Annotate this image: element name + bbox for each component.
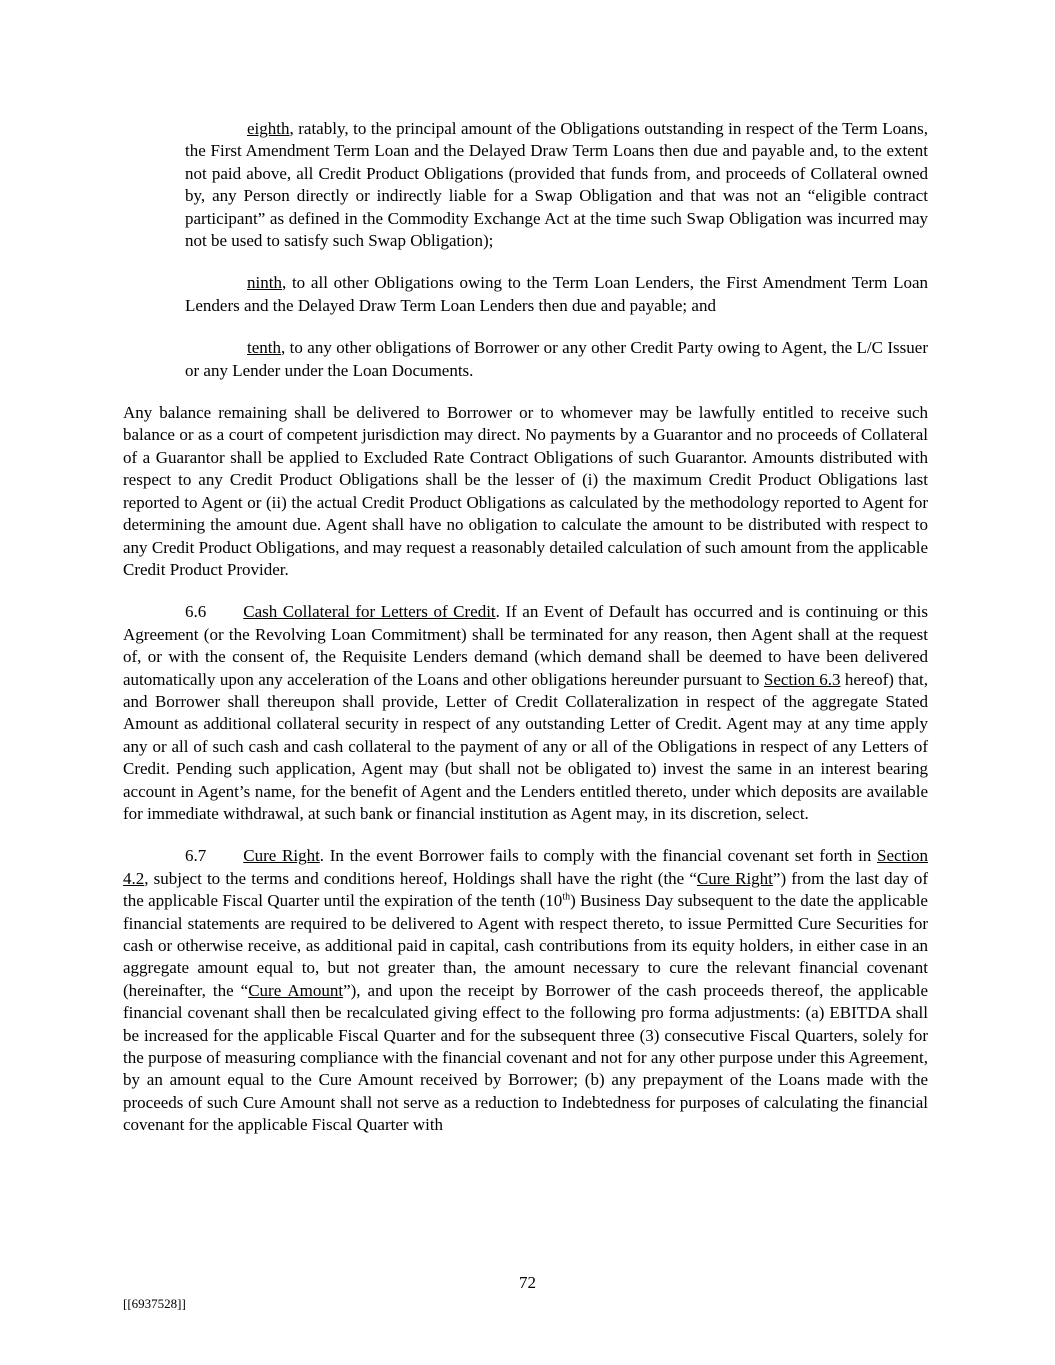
clause-ninth-text: , to all other Obligations owing to the Term Loan Lenders, the First Amendment Term Loan Lenders and the Delayed Draw Term Loan Lenders then due and payable; and (185, 273, 928, 315)
clause-tenth-text: , to any other obligations of Borrower or any other Credit Party owing to Agent, the L/C Issuer or any Lender under the Loan Documents. (185, 338, 928, 380)
section-6-7-body-4: ) Business Day subsequent to the date the applicable financial statements are required to be delivered to Agent with respect thereto, to issue Permitted Cure Securities for cash or otherwise receive, as additional paid in capital, cash contributions from its equity holders, in either case in an aggregate amount equal to, but not greater than, the amount necessary to cure the relevant financial covenant (hereinafter, the “ (123, 891, 928, 1000)
clause-eighth-term: eighth (247, 119, 290, 138)
section-6-7-number: 6.7 (185, 846, 207, 866)
defined-term-cure-right: Cure Right (696, 868, 773, 888)
ordinal-superscript: th (562, 891, 571, 903)
defined-term-cure-amount: Cure Amount (248, 980, 344, 1000)
document-id-stamp: [[6937528]] (123, 1295, 186, 1311)
page-number: 72 (519, 1272, 536, 1292)
section-6-7-heading: Cure Right (243, 846, 320, 866)
balance-paragraph (123, 402, 928, 581)
section-6-6-number: 6.6 (185, 602, 207, 622)
clause-eighth-text: , ratably, to the principal amount of the Obligations outstanding in respect of the Term Loans, the First Amendment Term Loan and the Delayed Draw Term Loans then due and payable and, to the extent not paid above, all Credit Product Obligations (provided that funds from, and proceeds of Collateral owned by, any Person directly or indirectly liable for a Swap Obligation and that was not an “eligible contract participant” as defined in the Commodity Exchange Act at the time such Swap Obligation was incurred may not be used to satisfy such Swap Obligation); (185, 119, 928, 251)
section-6-6-body-2: hereof) that, and Borrower shall thereupon shall provide, Letter of Credit Collateralization in respect of the aggregate Stated Amount as additional collateral security in respect of any outstanding Letter of Credit. Agent may at any time apply any or all of such cash and cash collateral to the payment of any or all of the Obligations in respect of any Letters of Credit. Pending such application, Agent may (but shall not be obligated to) invest the same in an interest bearing account in Agent’s name, for the benefit of Agent and the Lenders entitled thereto, under which deposits are available for immediate withdrawal, at such bank or financial institution as Agent may, in its discretion, select. (123, 669, 928, 823)
section-6-7 (123, 845, 928, 1136)
section-6-6-body-1: . If an Event of Default has occurred and is continuing or this Agreement (or the Revolving Loan Commitment) shall be terminated for any reason, then Agent shall at the request of, or with the consent of, the Requisite Lenders demand (which demand shall be deemed to have been delivered automatically upon any acceleration of the Loans and other obligations hereunder pursuant to (123, 602, 928, 689)
clause-tenth (185, 337, 928, 382)
clause-eighth (185, 118, 928, 252)
clause-tenth-term: tenth (247, 338, 281, 358)
section-6-6 (123, 601, 928, 825)
section-ref-4-2: Section 4.2 (123, 846, 928, 888)
section-6-7-body-2: , subject to the terms and conditions hereof, Holdings shall have the right (the “ (144, 868, 697, 888)
section-6-7-body-1: . In the event Borrower fails to comply with the financial covenant set forth in (319, 846, 877, 866)
balance-paragraph-text: Any balance remaining shall be delivered to Borrower or to whomever may be lawfully entitled to receive such balance or as a court of competent jurisdiction may direct. No payments by a Guarantor and no proceeds of Collateral of a Guarantor shall be applied to Excluded Rate Contract Obligations of such Guarantor. Amounts distributed with respect to any Credit Product Obligations shall be the lesser of (i) the maximum Credit Product Obligations last reported to Agent or (ii) the actual Credit Product Obligations as calculated by the methodology reported to Agent for determining the amount due. Agent shall have no obligation to calculate the amount to be distributed with respect to any Credit Product Obligations, and may request a reasonably detailed calculation of such amount from the applicable Credit Product Provider. (123, 403, 928, 579)
clause-ninth-term: ninth (247, 273, 282, 293)
section-6-6-heading: Cash Collateral for Letters of Credit (243, 602, 496, 622)
section-6-7-body-3: ”) from the last day of the applicable Fiscal Quarter until the expiration of the tenth (10 (123, 868, 928, 911)
section-6-7-body-5: ”), and upon the receipt by Borrower of the cash proceeds thereof, the applicable financial covenant shall then be recalculated giving effect to the following pro forma adjustments: (a) EBITDA shall be increased for the applicable Fiscal Quarter and for the subsequent three (3) consecutive Fiscal Quarters, solely for the purpose of measuring compliance with the financial covenant and not for any other purpose under this Agreement, by an amount equal to the Cure Amount received by Borrower; (b) any prepayment of the Loans made with the proceeds of such Cure Amount shall not serve as a reduction to Indebtedness for purposes of calculating the financial covenant for the applicable Fiscal Quarter with (123, 980, 929, 1135)
clause-ninth (185, 272, 928, 317)
section-ref-6-3: Section 6.3 (763, 669, 841, 689)
